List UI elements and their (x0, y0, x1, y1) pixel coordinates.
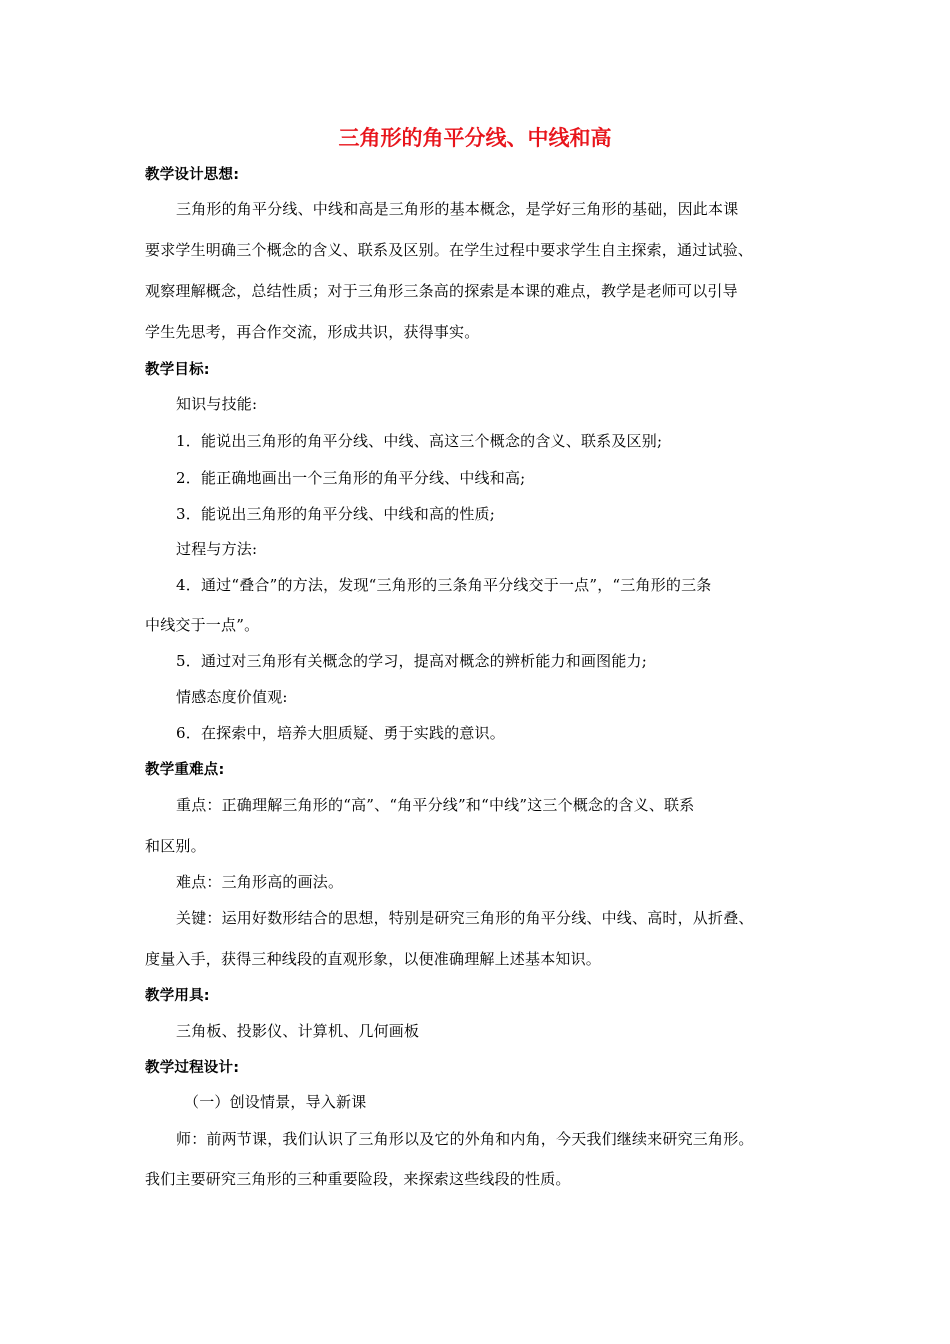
key-point-line-2: 和区别。 (145, 837, 206, 855)
design-paragraph-line-4: 学生先思考，再合作交流，形成共识，获得事实。 (145, 323, 480, 341)
goals-heading: 教学目标: (145, 362, 210, 378)
teacher-line-1: 师：前两节课，我们认识了三角形以及它的外角和内角，今天我们继续来研究三角形。 (176, 1130, 754, 1148)
process-heading: 教学过程设计: (145, 1060, 240, 1076)
crux-line-2: 度量入手，获得三种线段的直观形象，以便准确理解上述基本知识。 (145, 950, 602, 968)
document-title: 三角形的角平分线、中线和高 (338, 126, 612, 150)
goal-item-2: 2．能正确地画出一个三角形的角平分线、中线和高; (176, 469, 526, 487)
process-step-1: （一）创设情景，导入新课 (184, 1093, 367, 1111)
tools-list: 三角板、投影仪、计算机、几何画板 (176, 1022, 420, 1040)
crux-line-1: 关键：运用好数形结合的思想，特别是研究三角形的角平分线、中线、高时，从折叠、 (176, 909, 754, 927)
design-paragraph-line-2: 要求学生明确三个概念的含义、联系及区别。在学生过程中要求学生自主探索，通过试验、 (145, 241, 754, 259)
difficult-point: 难点：三角形高的画法。 (176, 873, 344, 891)
keypoints-heading: 教学重难点: (145, 762, 225, 778)
process-method-label: 过程与方法: (176, 540, 258, 558)
key-point-line-1: 重点：正确理解三角形的“高”、“角平分线”和“中线”这三个概念的含义、联系 (176, 796, 695, 814)
goal-item-5: 5．通过对三角形有关概念的学习，提高对概念的辨析能力和画图能力; (176, 652, 648, 670)
goal-item-1: 1．能说出三角形的角平分线、中线、高这三个概念的含义、联系及区别; (176, 432, 663, 450)
goal-item-4-line-1: 4．通过“叠合”的方法，发现“三角形的三条角平分线交于一点”，“三角形的三条 (176, 576, 712, 594)
goal-item-3: 3．能说出三角形的角平分线、中线和高的性质; (176, 505, 495, 523)
goal-item-4-line-2: 中线交于一点”。 (145, 616, 260, 634)
design-paragraph-line-1: 三角形的角平分线、中线和高是三角形的基本概念，是学好三角形的基础，因此本课 (176, 200, 739, 218)
design-paragraph-line-3: 观察理解概念，总结性质；对于三角形三条高的探索是本课的难点，教学是老师可以引导 (145, 282, 738, 300)
teacher-line-2: 我们主要研究三角形的三种重要险段，来探索这些线段的性质。 (145, 1170, 571, 1188)
goal-item-6: 6．在探索中，培养大胆质疑、勇于实践的意识。 (176, 724, 505, 742)
knowledge-label: 知识与技能: (176, 395, 258, 413)
tools-heading: 教学用具: (145, 988, 210, 1004)
design-heading: 教学设计思想: (145, 167, 240, 183)
emotion-label: 情感态度价值观: (176, 688, 288, 706)
